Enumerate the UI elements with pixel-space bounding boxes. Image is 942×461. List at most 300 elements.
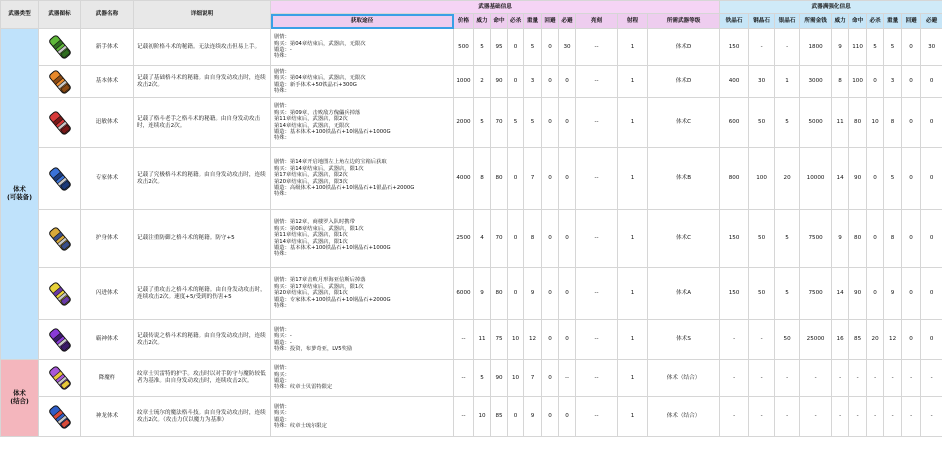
- cell-special: --: [576, 66, 618, 98]
- header-range: 射程: [618, 14, 648, 29]
- cell-e-hit: 80: [849, 98, 867, 148]
- weapon-obtain: [271, 320, 454, 360]
- header-enh-crit-evade: 必避: [921, 14, 942, 29]
- obtain-line: 锻造：-: [274, 47, 292, 53]
- obtain-line: 锻造：基本体术+100铁晶石+10钢晶石+1000G: [274, 128, 391, 135]
- obtain-line: 特殊：: [274, 251, 290, 258]
- obtain-line: 锻造：: [274, 378, 290, 384]
- cell-power: 5: [474, 98, 491, 148]
- cell-hit: 90: [491, 66, 508, 98]
- cell-e-crit: 0: [867, 268, 884, 320]
- cell-crit-evade: 0: [559, 148, 576, 210]
- cell-power: 10: [474, 397, 491, 437]
- weapon-description: 记载了重攻击之格斗术的秘籍。由自身发动攻击时，连续攻击2次。速度+5/受到的伤害+5: [134, 268, 271, 320]
- cell-iron: -: [720, 360, 749, 397]
- dragon-claw-icon: [45, 363, 75, 393]
- cell-evade: 0: [542, 29, 559, 66]
- obtain-line: 第20章结束后，武器店，限3次: [274, 178, 348, 185]
- header-weapon-icon: 武器图标: [39, 1, 81, 29]
- cell-e-weight: 3: [884, 66, 902, 98]
- cell-range: 1: [618, 397, 648, 437]
- cell-evade: 0: [542, 66, 559, 98]
- weapon-icon-cell: [39, 360, 81, 397]
- cell-rank: 体术C: [648, 210, 720, 268]
- category-equip: 体术 (可装备): [1, 29, 39, 360]
- header-evade: 回避: [542, 14, 559, 29]
- cell-crit-evade: --: [559, 360, 576, 397]
- weapon-description: 记载了基础格斗术的秘籍。由自身发动攻击时，连续攻击2次。: [134, 66, 271, 98]
- cell-e-hit: 90: [849, 268, 867, 320]
- cell-e-power: 9: [832, 29, 849, 66]
- header-enhance-group: 武器满强化信息: [720, 1, 942, 14]
- header-silver: 银晶石: [775, 14, 800, 29]
- cell-e-weight: 5: [884, 148, 902, 210]
- orange-gauntlet-icon: [45, 67, 75, 97]
- cell-hit: 70: [491, 210, 508, 268]
- weapon-name: 基本体术: [81, 66, 134, 98]
- weapon-icon-cell: [39, 148, 81, 210]
- obtain-line: 购买：第08章结束后，武器店，限1次: [274, 225, 364, 232]
- header-weapon-name: 武器名称: [81, 1, 134, 29]
- cell-gold: 3000: [800, 66, 832, 98]
- obtain-line: 购买：: [274, 371, 290, 378]
- weapon-description: 纹章士贝雷特的护手。攻击时以对手防守与魔防较低者为基准。由自身发动攻击时，连续攻击2次。: [134, 360, 271, 397]
- weapon-obtain: [271, 148, 454, 210]
- header-enh-weight: 重量: [884, 14, 902, 29]
- cell-rank: 体术A: [648, 268, 720, 320]
- cell-e-hit: 85: [849, 320, 867, 360]
- cell-e-crit-evade: 0: [921, 98, 942, 148]
- cell-range: 1: [618, 210, 648, 268]
- obtain-line: 特殊：纹章士贝雷特限定: [274, 384, 333, 391]
- cell-price: 500: [454, 29, 474, 66]
- weapon-name: 专家体术: [81, 148, 134, 210]
- cell-crit: 0: [508, 210, 524, 268]
- cell-e-evade: 0: [902, 268, 921, 320]
- cell-steel: -: [749, 397, 775, 437]
- header-price: 价格: [454, 14, 474, 29]
- obtain-line: 锻造：基本体术+100铁晶石+10钢晶石+1000G: [274, 244, 391, 251]
- table-row: [1, 268, 942, 320]
- weapon-description: 纹章士琉尔的魔法格斗技。由自身发动攻击时，连续攻击2次。（攻击力仅以魔力为基准）: [134, 397, 271, 437]
- cell-iron: 150: [720, 210, 749, 268]
- cell-iron: 800: [720, 148, 749, 210]
- cell-gold: -: [800, 397, 832, 437]
- cell-crit-evade: 0: [559, 320, 576, 360]
- cell-e-evade: 0: [902, 66, 921, 98]
- header-gold: 所需金钱: [800, 14, 832, 29]
- obtain-line: 锻造：专家体术+100铁晶石+10钢晶石+2000G: [274, 296, 391, 303]
- cell-evade: 0: [542, 98, 559, 148]
- cell-e-weight: -: [884, 397, 902, 437]
- cell-crit: 10: [508, 360, 524, 397]
- table-row: [1, 320, 942, 360]
- cell-iron: 600: [720, 98, 749, 148]
- cell-hit: 90: [491, 360, 508, 397]
- obtain-line: 购买：: [274, 410, 290, 417]
- cell-price: 2000: [454, 98, 474, 148]
- cell-e-crit: -: [867, 397, 884, 437]
- cell-e-crit: 10: [867, 98, 884, 148]
- cell-rank: 体术D: [648, 29, 720, 66]
- cell-price: 4000: [454, 148, 474, 210]
- weapon-icon-cell: [39, 29, 81, 66]
- weapon-obtain: [271, 66, 454, 98]
- cell-e-evade: -: [902, 397, 921, 437]
- cell-e-crit: 0: [867, 148, 884, 210]
- weapon-name: 闪进体术: [81, 268, 134, 320]
- cell-crit: 0: [508, 148, 524, 210]
- cell-range: 1: [618, 66, 648, 98]
- cell-power: 2: [474, 66, 491, 98]
- cell-range: 1: [618, 29, 648, 66]
- cell-e-evade: 0: [902, 98, 921, 148]
- cell-evade: 0: [542, 320, 559, 360]
- cell-iron: 150: [720, 29, 749, 66]
- cell-e-crit-evade: 0: [921, 148, 942, 210]
- weapon-name: 迅敏体术: [81, 98, 134, 148]
- weapon-icon-cell: [39, 98, 81, 148]
- weapon-name: 降魔杵: [81, 360, 134, 397]
- cell-silver: -: [775, 360, 800, 397]
- cell-special: --: [576, 98, 618, 148]
- cell-crit-evade: 0: [559, 66, 576, 98]
- cell-silver: 20: [775, 148, 800, 210]
- obtain-line: 特殊：: [274, 53, 290, 60]
- weapon-description: 记载了究极格斗术的秘籍。由自身发动攻击时，连续攻击2次。: [134, 148, 271, 210]
- weapon-obtain: [271, 98, 454, 148]
- cell-gold: 7500: [800, 210, 832, 268]
- obtain-line: 剧情：: [274, 326, 290, 333]
- cell-special: --: [576, 210, 618, 268]
- weapon-name: 新手体术: [81, 29, 134, 66]
- table-row: [1, 98, 942, 148]
- cell-special: --: [576, 268, 618, 320]
- cell-steel: 50: [749, 268, 775, 320]
- cell-silver: -: [775, 29, 800, 66]
- weapon-icon-cell: [39, 66, 81, 98]
- obtain-line: 特殊：: [274, 87, 290, 94]
- cell-range: 1: [618, 98, 648, 148]
- obtain-line: 锻造：高级体术+100铁晶石+10钢晶石+1银晶石+2000G: [274, 184, 415, 191]
- table-row: [1, 397, 942, 437]
- obtain-line: 特殊：投资，布萝奇亚，LV5奖励: [274, 345, 353, 352]
- cell-e-crit: 0: [867, 66, 884, 98]
- cell-evade: 0: [542, 268, 559, 320]
- cell-range: 1: [618, 320, 648, 360]
- weapon-name: 护身体术: [81, 210, 134, 268]
- cell-e-hit: -: [849, 360, 867, 397]
- obtain-line: 特殊：: [274, 303, 290, 310]
- cell-evade: 0: [542, 210, 559, 268]
- cell-crit-evade: 30: [559, 29, 576, 66]
- cell-weight: 12: [524, 320, 542, 360]
- cell-steel: -: [749, 29, 775, 66]
- cell-special: --: [576, 320, 618, 360]
- cell-power: 4: [474, 210, 491, 268]
- weapon-obtain: [271, 360, 454, 397]
- cell-crit-evade: 0: [559, 397, 576, 437]
- cell-power: 5: [474, 29, 491, 66]
- obtain-line: 剧情：: [274, 34, 290, 41]
- table-row: [1, 360, 942, 397]
- cell-range: 1: [618, 360, 648, 397]
- cell-e-crit: 0: [867, 210, 884, 268]
- cell-weight: 5: [524, 98, 542, 148]
- cell-rank: 体术C: [648, 98, 720, 148]
- obtain-line: 第11章结束后，武器店，限1次: [274, 232, 348, 239]
- obtain-line: 剧情：第17章击败月形海亚信斯后掉落: [274, 277, 366, 284]
- cell-price: 6000: [454, 268, 474, 320]
- cell-weight: 9: [524, 397, 542, 437]
- weapon-icon-cell: [39, 397, 81, 437]
- header-crit-evade: 必避: [559, 14, 576, 29]
- cell-e-power: 8: [832, 66, 849, 98]
- cell-e-crit: 20: [867, 320, 884, 360]
- obtain-line: 购买：第04章结束后，武器店，无限次: [274, 40, 366, 47]
- cell-rank: 体术（结合）: [648, 360, 720, 397]
- cell-silver: -: [775, 397, 800, 437]
- obtain-line: 购买：第09章，击败敌方傀儡兵掉落: [274, 109, 361, 116]
- cell-gold: 7500: [800, 268, 832, 320]
- obtain-line: 剧情：: [274, 103, 290, 110]
- obtain-line: 剧情：第14章开启地图左上角左边的宝箱后获取: [274, 159, 387, 166]
- cell-steel: -: [749, 360, 775, 397]
- weapon-description: 记载注重防御之格斗术的秘籍。防守+5: [134, 210, 271, 268]
- cell-gold: 5000: [800, 98, 832, 148]
- obtain-line: 购买：第04章结束后，武器店，无限次: [274, 75, 366, 82]
- cell-evade: 0: [542, 360, 559, 397]
- cell-rank: 体术D: [648, 66, 720, 98]
- cell-price: --: [454, 397, 474, 437]
- cell-crit: 0: [508, 66, 524, 98]
- cell-e-power: 11: [832, 98, 849, 148]
- cell-weight: 8: [524, 210, 542, 268]
- cell-crit: 0: [508, 397, 524, 437]
- cell-e-crit-evade: 30: [921, 29, 942, 66]
- cell-crit: 10: [508, 320, 524, 360]
- cell-crit-evade: 0: [559, 210, 576, 268]
- weapon-description: 记载了格斗老手之格斗术的秘籍。由自身发动攻击时，连续攻击2次。: [134, 98, 271, 148]
- green-gauntlet-icon: [45, 32, 75, 62]
- cell-e-crit-evade: 0: [921, 268, 942, 320]
- weapon-obtain: [271, 397, 454, 437]
- cell-price: 1000: [454, 66, 474, 98]
- cell-steel: 100: [749, 148, 775, 210]
- obtain-line: 锻造：-: [274, 339, 292, 346]
- obtain-line: 锻造：: [274, 416, 290, 423]
- cell-e-evade: 0: [902, 210, 921, 268]
- cell-weight: 7: [524, 360, 542, 397]
- header-enh-crit: 必杀: [867, 14, 884, 29]
- cell-e-hit: -: [849, 397, 867, 437]
- obtain-line: 特殊：纹章士琉尔限定: [274, 422, 327, 429]
- cell-e-crit-evade: 0: [921, 210, 942, 268]
- table-row: [1, 210, 942, 268]
- cell-hit: 75: [491, 320, 508, 360]
- weapon-description: 记载传说之格斗术的秘籍。由自身发动攻击时，连续攻击2次。: [134, 320, 271, 360]
- cell-gold: 10000: [800, 148, 832, 210]
- cell-e-power: 14: [832, 148, 849, 210]
- header-steel: 钢晶石: [749, 14, 775, 29]
- cell-special: --: [576, 148, 618, 210]
- cell-crit: 0: [508, 29, 524, 66]
- table-row: [1, 66, 942, 98]
- cell-power: 5: [474, 360, 491, 397]
- purple-gauntlet-icon: [45, 325, 75, 355]
- obtain-line: 第17章结束后，武器店，限2次: [274, 172, 348, 179]
- dragon-gauntlet-icon: [45, 402, 75, 432]
- yellow-gauntlet-icon: [45, 279, 75, 309]
- weapon-name: 神龙体术: [81, 397, 134, 437]
- cell-hit: 95: [491, 29, 508, 66]
- cell-weight: 7: [524, 148, 542, 210]
- header-enh-power: 威力: [832, 14, 849, 29]
- cell-gold: 25000: [800, 320, 832, 360]
- header-detail: 详细说明: [134, 1, 271, 29]
- cell-special: --: [576, 29, 618, 66]
- weapon-name: 霸神体术: [81, 320, 134, 360]
- cell-special: --: [576, 397, 618, 437]
- header-rank: 所需武器等级: [648, 14, 720, 29]
- header-obtain[interactable]: 获取途径: [271, 14, 454, 29]
- cell-range: 1: [618, 148, 648, 210]
- header-enh-hit: 命中: [849, 14, 867, 29]
- category-combo: 体术 (结合): [1, 360, 39, 437]
- cell-steel: 50: [749, 210, 775, 268]
- obtain-line: 购买：第17章结束后，武器店，限1次: [274, 283, 364, 290]
- cell-hit: 70: [491, 98, 508, 148]
- weapon-description: 记载初阶格斗术的秘籍。无法连续攻击但易上手。: [134, 29, 271, 66]
- cell-hit: 80: [491, 268, 508, 320]
- cell-weight: 9: [524, 268, 542, 320]
- cell-steel: 50: [749, 98, 775, 148]
- cell-steel: 30: [749, 66, 775, 98]
- cell-power: 9: [474, 268, 491, 320]
- cell-e-weight: -: [884, 360, 902, 397]
- obtain-line: 第11章结束后，武器店，限2次: [274, 116, 348, 123]
- obtain-line: 特殊：: [274, 135, 290, 142]
- cell-evade: 0: [542, 397, 559, 437]
- cell-range: 1: [618, 268, 648, 320]
- cell-gold: 1800: [800, 29, 832, 66]
- cell-e-crit-evade: -: [921, 360, 942, 397]
- cell-e-evade: 0: [902, 148, 921, 210]
- cell-hit: 85: [491, 397, 508, 437]
- cell-price: --: [454, 320, 474, 360]
- obtain-line: 剧情：: [274, 365, 290, 372]
- blue-gauntlet-icon: [45, 164, 75, 194]
- cell-iron: -: [720, 397, 749, 437]
- cell-power: 11: [474, 320, 491, 360]
- cell-e-hit: 110: [849, 29, 867, 66]
- cell-silver: 5: [775, 210, 800, 268]
- cell-e-evade: 0: [902, 320, 921, 360]
- weapon-obtain: [271, 210, 454, 268]
- cell-rank: 体术B: [648, 148, 720, 210]
- cell-crit-evade: 0: [559, 98, 576, 148]
- cell-e-crit-evade: -: [921, 397, 942, 437]
- cell-weight: 5: [524, 29, 542, 66]
- header-basic-group: 武器基础信息: [271, 1, 720, 14]
- cell-crit-evade: 0: [559, 268, 576, 320]
- cell-weight: 3: [524, 66, 542, 98]
- table-row: [1, 29, 942, 66]
- cell-e-crit-evade: 0: [921, 320, 942, 360]
- header-power: 威力: [474, 14, 491, 29]
- weapon-obtain: [271, 29, 454, 66]
- cell-e-power: -: [832, 360, 849, 397]
- obtain-line: 第14章结束后，武器店，限1次: [274, 238, 348, 245]
- cell-e-weight: 5: [884, 29, 902, 66]
- header-iron: 铁晶石: [720, 14, 749, 29]
- cell-iron: 150: [720, 268, 749, 320]
- cell-e-weight: 12: [884, 320, 902, 360]
- obtain-line: 锻造：新手体术+50铁晶石+300G: [274, 81, 357, 88]
- cell-e-power: 16: [832, 320, 849, 360]
- header-weight: 重量: [524, 14, 542, 29]
- header-enh-evade: 回避: [902, 14, 921, 29]
- obtain-line: 剧情：第12章，商楼罗入队时携带: [274, 219, 355, 226]
- cell-e-evade: 0: [902, 29, 921, 66]
- header-crit: 必杀: [508, 14, 524, 29]
- cell-silver: 5: [775, 98, 800, 148]
- cell-price: 2500: [454, 210, 474, 268]
- obtain-line: 购买：第14章结束后，武器店，限1次: [274, 165, 364, 172]
- weapon-obtain: [271, 268, 454, 320]
- cell-e-crit: 5: [867, 29, 884, 66]
- red-gauntlet-icon: [45, 108, 75, 138]
- cell-e-power: -: [832, 397, 849, 437]
- obtain-line: 特殊：: [274, 191, 290, 198]
- cell-crit: 0: [508, 268, 524, 320]
- cell-steel: -: [749, 320, 775, 360]
- cell-e-weight: 9: [884, 268, 902, 320]
- cell-e-hit: 80: [849, 210, 867, 268]
- cell-rank: 体术S: [648, 320, 720, 360]
- cell-silver: 1: [775, 66, 800, 98]
- obtain-line: 剧情：: [274, 403, 290, 410]
- cell-rank: 体术（结合）: [648, 397, 720, 437]
- weapon-icon-cell: [39, 210, 81, 268]
- cell-e-hit: 90: [849, 148, 867, 210]
- cell-gold: -: [800, 360, 832, 397]
- table-row: [1, 148, 942, 210]
- cell-e-crit-evade: 0: [921, 66, 942, 98]
- weapon-icon-cell: [39, 268, 81, 320]
- cell-e-power: 9: [832, 210, 849, 268]
- cell-power: 8: [474, 148, 491, 210]
- cell-iron: -: [720, 320, 749, 360]
- obtain-line: 剧情：: [274, 68, 290, 75]
- obtain-line: 购买：-: [274, 333, 292, 340]
- header-special: 亮刻: [576, 14, 618, 29]
- obtain-line: 第20章结束后，武器店，限1次: [274, 290, 348, 297]
- cell-silver: 50: [775, 320, 800, 360]
- gold-gauntlet-icon: [45, 224, 75, 254]
- cell-e-weight: 8: [884, 98, 902, 148]
- weapon-table-body: [1, 29, 942, 437]
- obtain-line: 第14章结束后，武器店，无限次: [274, 122, 350, 129]
- cell-e-weight: 8: [884, 210, 902, 268]
- cell-e-crit: -: [867, 360, 884, 397]
- weapon-icon-cell: [39, 320, 81, 360]
- cell-hit: 80: [491, 148, 508, 210]
- cell-silver: 5: [775, 268, 800, 320]
- cell-iron: 400: [720, 66, 749, 98]
- cell-crit: 5: [508, 98, 524, 148]
- cell-e-power: 14: [832, 268, 849, 320]
